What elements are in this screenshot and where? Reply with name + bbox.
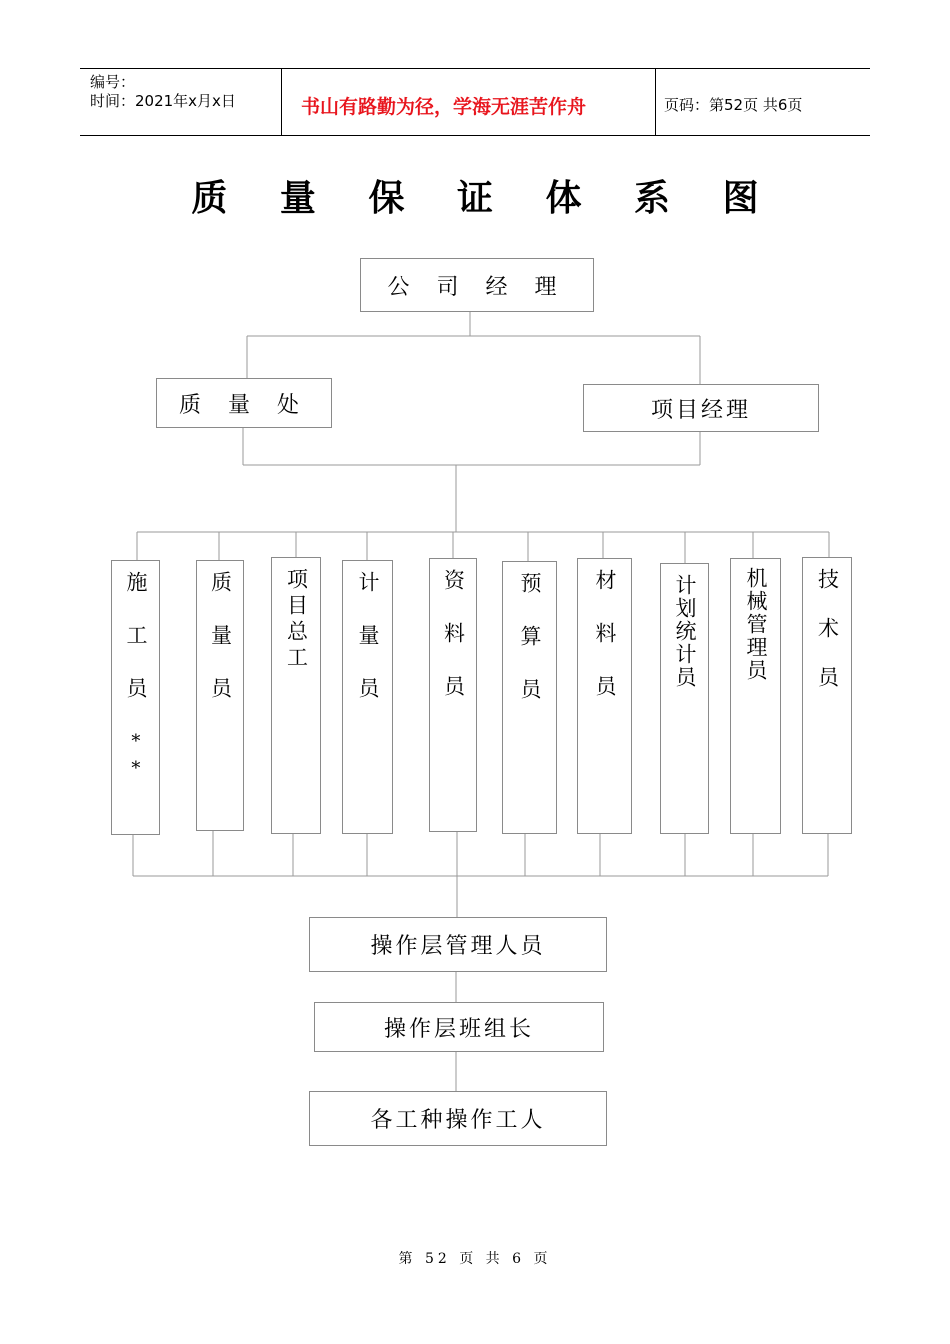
staff-label-quality: 质量员 <box>208 571 233 730</box>
header-time-label: 时间：2021年x月x日 <box>90 92 236 110</box>
staff-label-materials: 材料员 <box>593 569 618 728</box>
header-number-label: 编号： <box>90 73 136 91</box>
box-staff-documentation <box>429 558 477 832</box>
box-staff-technical <box>802 557 852 834</box>
box-staff-materials <box>577 558 632 834</box>
header-motto: 书山有路勤为径，学海无涯苦作舟 <box>301 96 587 118</box>
box-team-leaders: 操作层班组长 <box>314 1002 604 1052</box>
box-project-manager: 项目经理 <box>583 384 819 432</box>
header-page-label: 页码：第52页 共6页 <box>664 96 803 114</box>
box-staff-construction <box>111 560 160 835</box>
staff-label-chief-engineer: 项目总工 <box>284 568 309 672</box>
staff-extra-construction: ** <box>125 731 147 786</box>
box-staff-measurement <box>342 560 393 834</box>
box-staff-chief-engineer <box>271 557 321 834</box>
box-staff-machinery <box>730 558 781 834</box>
staff-label-technical: 技术员 <box>815 568 840 715</box>
page-title: 质 量 保 证 体 系 图 <box>191 178 779 219</box>
staff-label-machinery: 机械管理员 <box>744 567 769 682</box>
box-operation-managers: 操作层管理人员 <box>309 917 607 972</box>
staff-label-measurement: 计量员 <box>356 571 381 730</box>
box-workers: 各工种操作工人 <box>309 1091 607 1146</box>
staff-label-budget: 预算员 <box>518 572 543 731</box>
page-footer: 第 52 页 共 6 页 <box>398 1251 552 1267</box>
staff-label-construction: 施工员 <box>124 571 149 730</box>
box-quality-dept: 质 量 处 <box>156 378 332 428</box>
box-staff-budget <box>502 561 557 834</box>
box-staff-quality <box>196 560 244 831</box>
staff-label-planning-statistics: 计划统计员 <box>673 574 698 689</box>
box-staff-planning-statistics <box>660 563 709 834</box>
staff-label-documentation: 资料员 <box>441 569 466 728</box>
box-company-manager: 公 司 经 理 <box>360 258 594 312</box>
